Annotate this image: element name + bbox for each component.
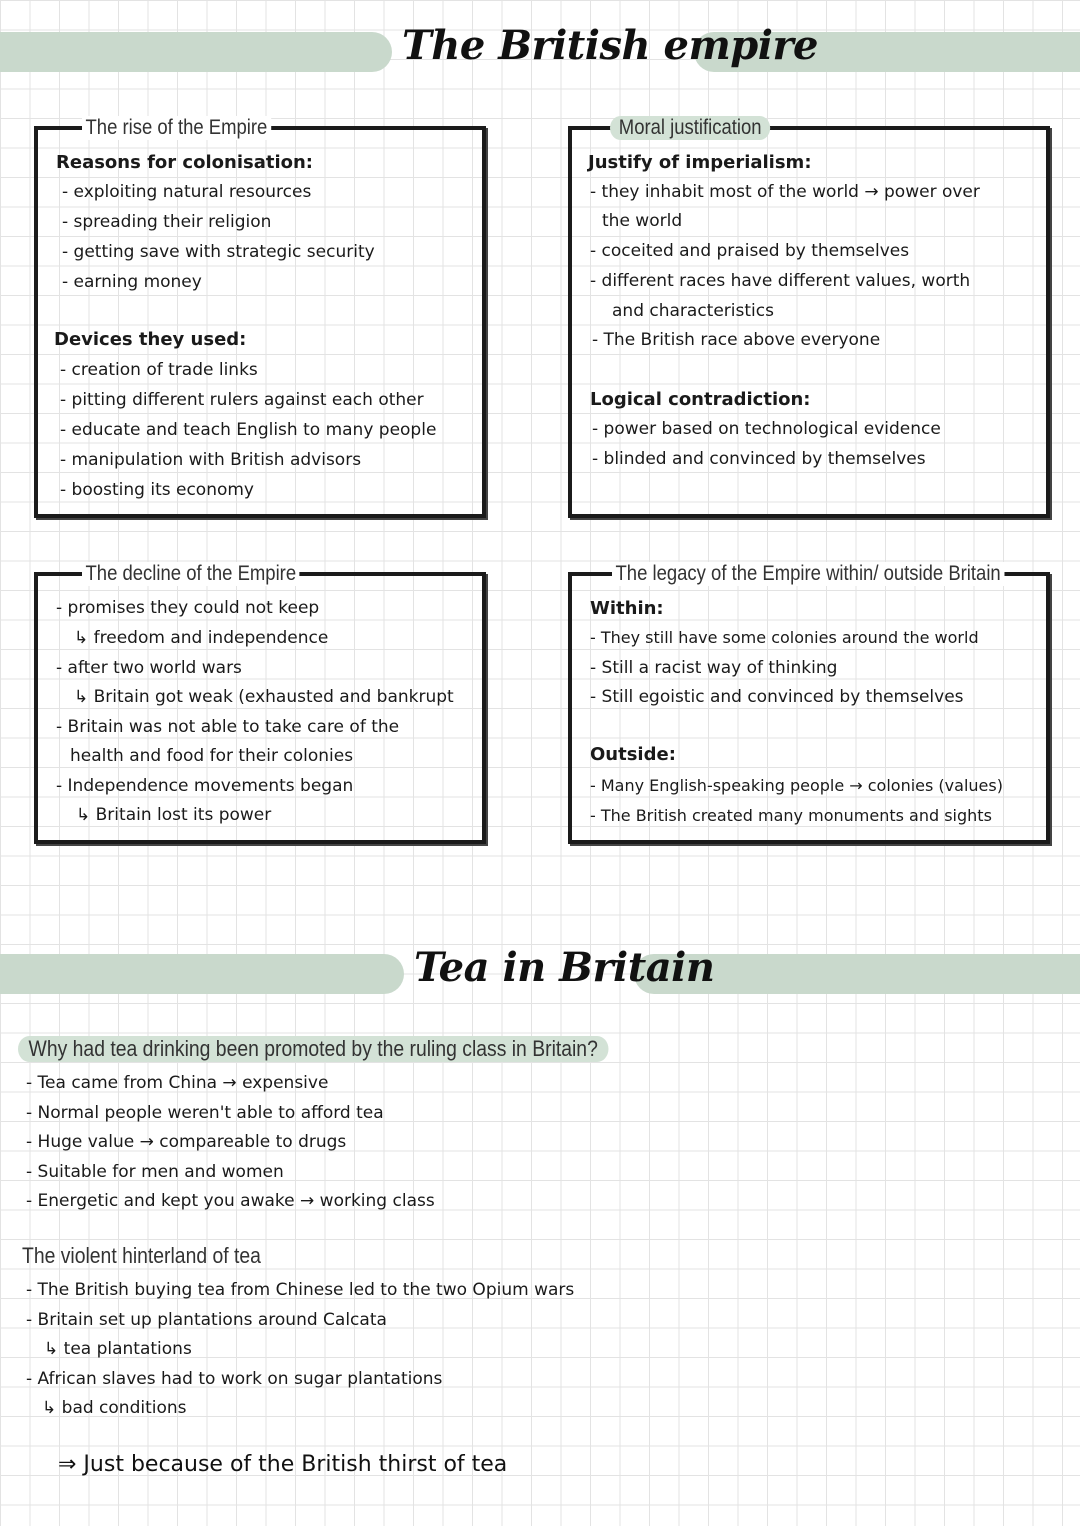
hinterland-heading: The violent hinterland of tea xyxy=(22,1243,261,1268)
legacy-within-heading: Within: xyxy=(590,598,664,619)
decline-item: - after two world wars xyxy=(56,658,242,678)
decline-item: ↳ Britain lost its power xyxy=(76,805,272,825)
moral-justify-item: - they inhabit most of the world → power over xyxy=(590,182,980,202)
hinterland-item: - African slaves had to work on sugar plantations xyxy=(26,1369,443,1389)
tea-reason-item: - Huge value → compareable to drugs xyxy=(26,1132,347,1152)
moral-contradiction-item: - blinded and convinced by themselves xyxy=(592,449,926,469)
moral-justify-heading: Justify of imperialism: xyxy=(588,152,812,173)
tea-question-heading: Why had tea drinking been promoted by the ruling class in Britain? xyxy=(18,1036,608,1062)
box-rise-label: The rise of the Empire xyxy=(82,116,271,140)
decline-item: - Independence movements began xyxy=(56,776,354,796)
hinterland-item: ↳ tea plantations xyxy=(44,1339,192,1359)
rise-reason-item: - spreading their religion xyxy=(62,212,272,232)
moral-justify-item: - coceited and praised by themselves xyxy=(590,241,910,261)
rise-device-item: - manipulation with British advisors xyxy=(60,450,362,470)
rise-reason-item: - getting save with strategic security xyxy=(62,242,375,262)
rise-device-item: - creation of trade links xyxy=(60,360,258,380)
rise-devices-heading: Devices they used: xyxy=(54,329,247,350)
tea-reason-item: - Suitable for men and women xyxy=(26,1162,284,1182)
legacy-outside-heading: Outside: xyxy=(590,744,676,765)
box-moral-label: Moral justification xyxy=(610,116,770,140)
rise-reason-item: - earning money xyxy=(62,272,202,292)
legacy-outside-item: - Many English-speaking people → colonies (values) xyxy=(590,776,1003,795)
hinterland-item: - The British buying tea from Chinese led to the two Opium wars xyxy=(26,1280,575,1300)
moral-contradiction-heading: Logical contradiction: xyxy=(590,389,811,410)
moral-justify-item: - The British race above everyone xyxy=(592,330,881,350)
tea-banner-left xyxy=(0,954,404,994)
legacy-within-item: - They still have some colonies around the world xyxy=(590,628,979,647)
moral-justify-item: the world xyxy=(602,211,683,231)
title-banner-left xyxy=(0,32,392,72)
hinterland-item: ↳ bad conditions xyxy=(42,1398,187,1418)
rise-reason-item: - exploiting natural resources xyxy=(62,182,312,202)
tea-section-title: Tea in Britain xyxy=(414,944,715,991)
conclusion-text: ⇒ Just because of the British thirst of tea xyxy=(58,1452,508,1477)
tea-reason-item: - Energetic and kept you awake → working class xyxy=(26,1191,435,1211)
tea-reason-item: - Tea came from China → expensive xyxy=(26,1073,329,1093)
moral-justify-item: - different races have different values, worth xyxy=(590,271,971,291)
moral-justify-item: and characteristics xyxy=(612,301,774,321)
decline-item: - Britain was not able to take care of the xyxy=(56,717,400,737)
rise-device-item: - educate and teach English to many people xyxy=(60,420,437,440)
box-legacy-label: The legacy of the Empire within/ outside Britain xyxy=(612,562,1004,586)
decline-item: health and food for their colonies xyxy=(70,746,354,766)
legacy-within-item: - Still a racist way of thinking xyxy=(590,658,838,678)
decline-item: ↳ Britain got weak (exhausted and bankrupt xyxy=(74,687,454,707)
rise-device-item: - boosting its economy xyxy=(60,480,254,500)
decline-item: - promises they could not keep xyxy=(56,598,320,618)
tea-reason-item: - Normal people weren't able to afford tea xyxy=(26,1103,384,1123)
moral-contradiction-item: - power based on technological evidence xyxy=(592,419,941,439)
page-title: The British empire xyxy=(402,22,818,69)
legacy-within-item: - Still egoistic and convinced by themselves xyxy=(590,687,964,707)
box-decline-label: The decline of the Empire xyxy=(82,562,300,586)
decline-item: ↳ freedom and independence xyxy=(74,628,329,648)
rise-reasons-heading: Reasons for colonisation: xyxy=(56,152,314,173)
hinterland-item: - Britain set up plantations around Calcata xyxy=(26,1310,387,1330)
rise-device-item: - pitting different rulers against each other xyxy=(60,390,424,410)
legacy-outside-item: - The British created many monuments and sights xyxy=(590,806,992,825)
